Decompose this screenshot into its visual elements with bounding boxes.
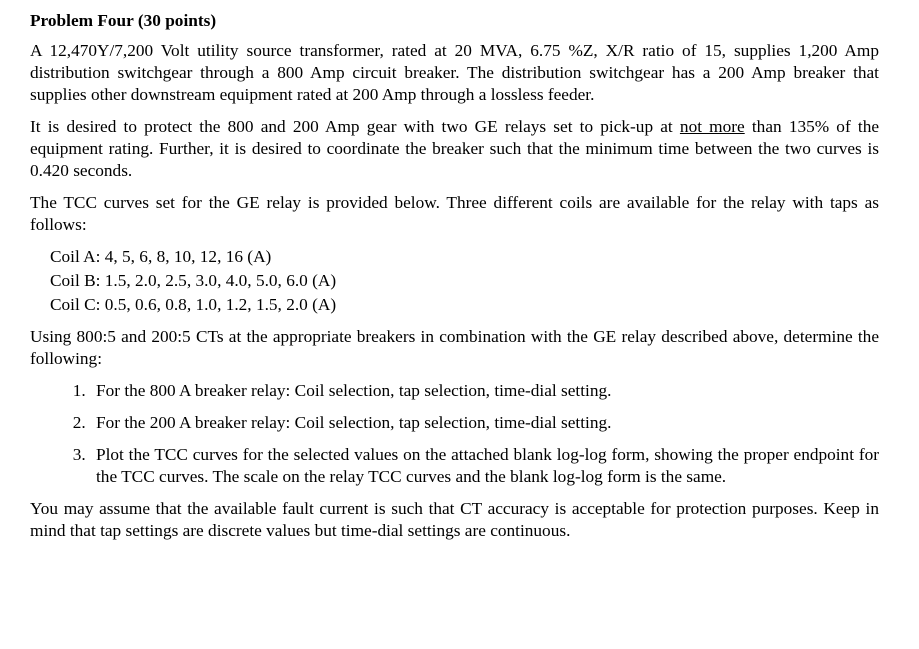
paragraph-ct: Using 800:5 and 200:5 CTs at the appropriate breakers in combination with the GE relay described above, determine the following: (30, 327, 879, 368)
paragraph-protection-start: It is desired to protect the 800 and 200 Amp gear with two GE relays set to pick-up at (30, 117, 680, 136)
underlined-not-more: not more (679, 117, 745, 136)
paragraph-assumption: You may assume that the available fault current is such that CT accuracy is acceptable for protection purposes. Keep in mind that tap settings are discrete values but time-dial settings are continuous. (30, 499, 879, 540)
coil-c-line: Coil C: 0.5, 0.6, 0.8, 1.0, 1.2, 1.5, 2.0 (A) (50, 295, 337, 314)
coil-list (50, 246, 879, 316)
paragraph-tcc: The TCC curves set for the GE relay is provided below. Three different coils are available for the relay with taps as follows: (30, 193, 879, 234)
coil-a-line: Coil A: 4, 5, 6, 8, 10, 12, 16 (A) (50, 247, 272, 266)
problem-title: Problem Four (30 points) (30, 11, 217, 30)
task-item-plot: 3. Plot the TCC curves for the selected values on the attached blank log-log form, showing the proper endpoint for the TCC curves. The scale on the relay TCC curves and the blank log-log form is the same. (90, 444, 879, 488)
paragraph-protection (30, 116, 879, 182)
task-item-800a: 1. For the 800 A breaker relay: Coil selection, tap selection, time-dial setting. (90, 380, 879, 402)
paragraph-protection-end: than 135% of the equipment rating. Further, it is desired to coordinate the breaker such that the minimum time between the two curves is 0.420 seconds. (30, 117, 879, 180)
coil-b-line: Coil B: 1.5, 2.0, 2.5, 3.0, 4.0, 5.0, 6.0 (A) (50, 271, 337, 290)
paragraph-transformer: A 12,470Y/7,200 Volt utility source transformer, rated at 20 MVA, 6.75 %Z, X/R ratio of 15, supplies 1,200 Amp distribution switchgear through a 800 Amp circuit breaker. The distribution switchgear has a 200 Amp breaker that supplies other downstream equipment rated at 200 Amp through a lossless feeder. (30, 41, 879, 104)
task-item-200a: 2. For the 200 A breaker relay: Coil selection, tap selection, time-dial setting. (90, 412, 879, 434)
task-list (30, 380, 879, 488)
